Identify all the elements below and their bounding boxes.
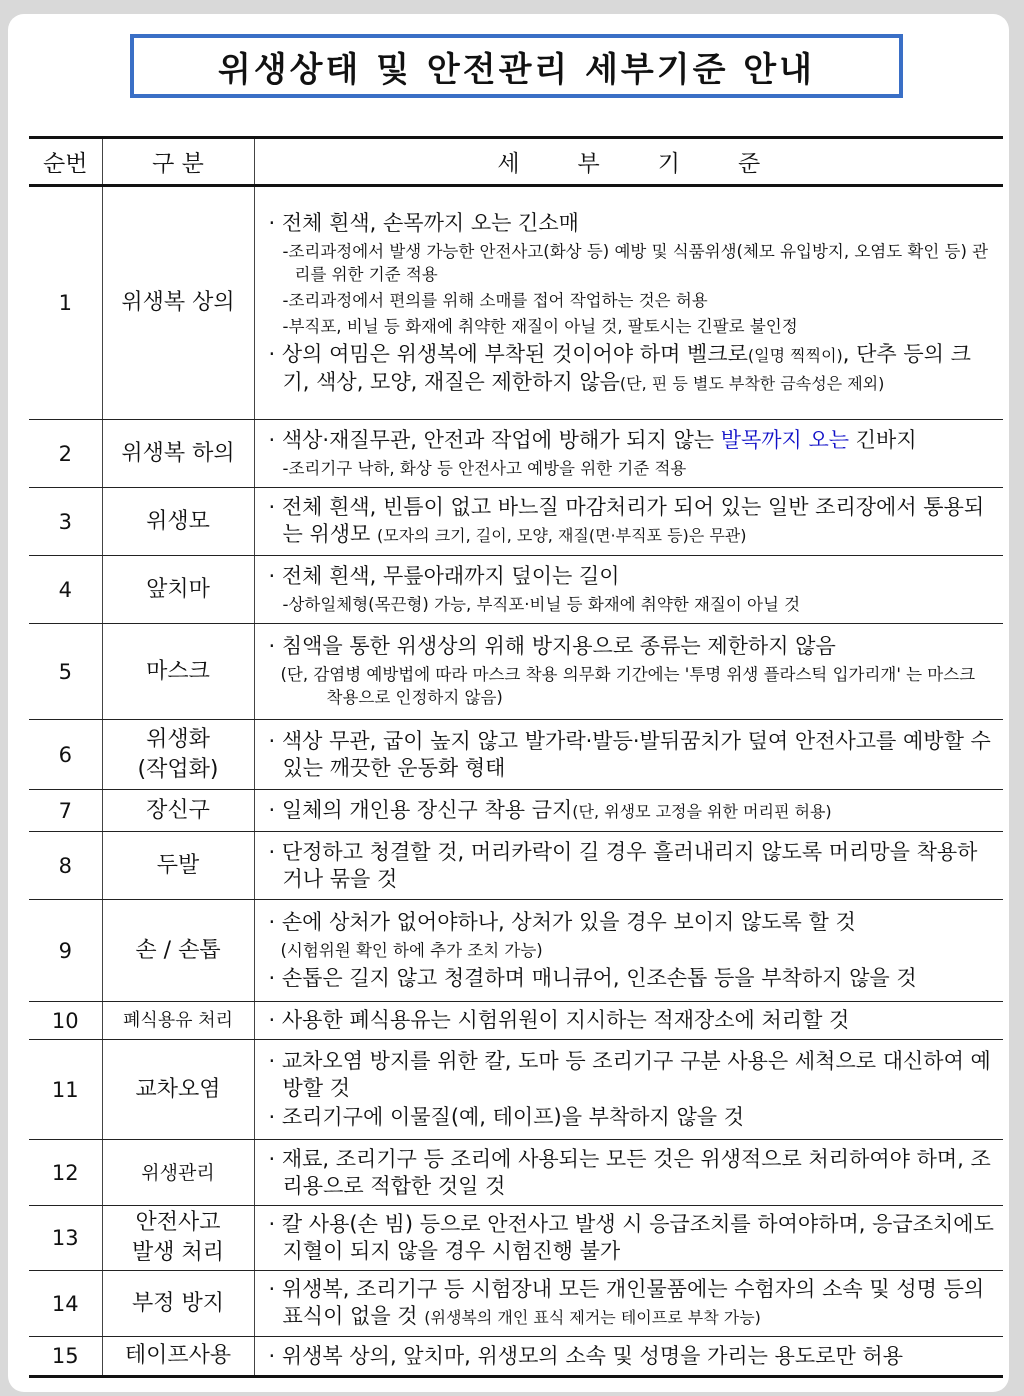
- row-detail: [254, 1206, 1003, 1271]
- detail-bullet: · 손톱은 길지 않고 청결하며 매니큐어, 인조손톱 등을 부착하지 않을 것: [268, 966, 917, 990]
- detail-text: · 위생복, 조리기구 등 시험장내 모든 개인물품에는 수험자의 소속 및 성명 등의 표식이 없을 것: [268, 1277, 985, 1328]
- detail-sub: -부직포, 비닐 등 화재에 취약한 재질이 아닐 것, 팔토시는 긴팔로 불인정: [282, 316, 798, 336]
- row-num: 8: [29, 832, 102, 900]
- table-row: [29, 1002, 1003, 1040]
- table-row: [29, 1040, 1003, 1140]
- detail-bullet: · 전체 흰색, 무릎아래까지 덮이는 길이: [268, 563, 620, 588]
- detail-paren: (단, 감염병 예방법에 따라 마스크 착용 의무화 기간에는 '투명 위생 플라스틱 입가리개' 는 마스크 착용으로 인정하지 않음): [280, 665, 976, 707]
- row-detail: [254, 720, 1003, 790]
- row-num: 14: [29, 1271, 102, 1337]
- row-num: 9: [29, 900, 102, 1002]
- detail-note: (단, 위생모 고정을 위한 머리핀 허용): [572, 801, 832, 821]
- table-row: [29, 720, 1003, 790]
- table-row: [29, 790, 1003, 832]
- row-detail: [254, 1271, 1003, 1337]
- header-num: 순번: [29, 138, 102, 186]
- row-num: 7: [29, 790, 102, 832]
- row-num: 10: [29, 1002, 102, 1040]
- table-row: [29, 186, 1003, 420]
- row-detail: [254, 1040, 1003, 1140]
- row-num: 2: [29, 420, 102, 488]
- row-category: 폐식용유 처리: [102, 1002, 254, 1040]
- row-category: 앞치마: [102, 556, 254, 624]
- row-category: 위생복 하의: [102, 420, 254, 488]
- table-row: [29, 488, 1003, 556]
- detail-bullet: · 조리기구에 이물질(예, 테이프)을 부착하지 않을 것: [268, 1105, 745, 1129]
- detail-bullet: [269, 341, 996, 397]
- table-row: [29, 1337, 1003, 1377]
- table-row: [29, 1140, 1003, 1206]
- row-num: 1: [29, 186, 102, 420]
- table-row: [29, 556, 1003, 624]
- row-num: 15: [29, 1337, 102, 1377]
- table-row: [29, 420, 1003, 488]
- detail-bullet: [269, 427, 996, 454]
- row-detail: [254, 624, 1003, 720]
- detail-note: (단, 핀 등 별도 부착한 금속성은 제외): [619, 373, 885, 393]
- row-detail: [254, 420, 1003, 488]
- row-detail: [254, 1002, 1003, 1040]
- detail-bullet: · 재료, 조리기구 등 조리에 사용되는 모든 것은 위생적으로 처리하여야 하며, 조리용으로 적합한 것일 것: [268, 1146, 991, 1198]
- row-detail: [254, 1337, 1003, 1377]
- row-num: 4: [29, 556, 102, 624]
- detail-bullet: · 색상 무관, 굽이 높지 않고 발가락·발등·발뒤꿈치가 덮여 안전사고를 예방할 수 있는 깨끗한 운동화 형태: [268, 728, 991, 780]
- detail-sub: -조리기구 낙하, 화상 등 안전사고 예방을 위한 기준 적용: [282, 458, 687, 478]
- detail-text: · 전체 흰색, 빈틈이 없고 바느질 마감처리가 되어 있는 일반 조리장에서 통용되는 위생모: [268, 495, 985, 546]
- detail-text: · 일체의 개인용 장신구 착용 금지: [268, 797, 573, 822]
- detail-bullet: [269, 494, 996, 549]
- row-detail: [254, 556, 1003, 624]
- detail-sub: -조리과정에서 발생 가능한 안전사고(화상 등) 예방 및 식품위생(체모 유입방지, 오염도 확인 등) 관리를 위한 기준 적용: [282, 241, 989, 284]
- row-category: 장신구: [102, 790, 254, 832]
- row-detail: [254, 488, 1003, 556]
- row-detail: [254, 186, 1003, 420]
- row-category: 위생화 (작업화): [102, 720, 254, 790]
- detail-bullet: · 칼 사용(손 빔) 등으로 안전사고 발생 시 응급조치를 하여야하며, 응급조치에도 지혈이 되지 않을 경우 시험진행 불가: [268, 1212, 994, 1263]
- row-category: 위생관리: [102, 1140, 254, 1206]
- detail-bullet: · 전체 흰색, 손목까지 오는 긴소매: [268, 210, 579, 235]
- row-num: 5: [29, 624, 102, 720]
- row-num: 3: [29, 488, 102, 556]
- row-category: 손 / 손톱: [102, 900, 254, 1002]
- detail-sub: -조리과정에서 편의를 위해 소매를 접어 작업하는 것은 허용: [282, 290, 708, 310]
- table-row: [29, 1271, 1003, 1337]
- row-category: 부정 방지: [102, 1271, 254, 1337]
- detail-bullet: · 침액을 통한 위생상의 위해 방지용으로 종류는 제한하지 않음: [268, 634, 836, 658]
- detail-highlight: 발목까지 오는: [720, 427, 850, 452]
- detail-note: (모자의 크기, 길이, 모양, 재질(면·부직포 등)은 무관): [377, 526, 747, 545]
- row-num: 13: [29, 1206, 102, 1271]
- row-category: 테이프사용: [102, 1337, 254, 1377]
- table-row: [29, 900, 1003, 1002]
- detail-text: · 상의 여밈은 위생복에 부착된 것이어야 하며 벨크로: [268, 341, 748, 366]
- detail-text: 긴바지: [849, 427, 917, 452]
- standards-table: [29, 136, 1003, 1378]
- detail-sub: -상하일체형(목끈형) 가능, 부직포·비닐 등 화재에 취약한 재질이 아닐 것: [282, 594, 801, 614]
- row-detail: [254, 790, 1003, 832]
- header-category: 구 분: [102, 138, 254, 186]
- row-detail: [254, 1140, 1003, 1206]
- detail-bullet: · 위생복 상의, 앞치마, 위생모의 소속 및 성명을 가리는 용도로만 허용: [268, 1343, 903, 1368]
- row-num: 11: [29, 1040, 102, 1140]
- detail-bullet: [269, 1276, 996, 1331]
- row-detail: [254, 832, 1003, 900]
- detail-bullet: · 단정하고 청결할 것, 머리카락이 길 경우 흘러내리지 않도록 머리망을 착용하거나 묶을 것: [268, 839, 978, 891]
- row-detail: [254, 900, 1003, 1002]
- row-category: 교차오염: [102, 1040, 254, 1140]
- row-category: 위생모: [102, 488, 254, 556]
- detail-text: , 단추 등의 크기, 색상, 모양, 재질은 제한하지 않음: [282, 341, 971, 394]
- row-num: 12: [29, 1140, 102, 1206]
- header-detail: 세부기준: [254, 138, 1003, 186]
- table-row: [29, 624, 1003, 720]
- detail-bullet: · 사용한 폐식용유는 시험위원이 지시하는 적재장소에 처리할 것: [268, 1008, 850, 1032]
- detail-bullet: [269, 797, 996, 825]
- detail-text: · 색상·재질무관, 안전과 작업에 방해가 되지 않는: [268, 427, 721, 452]
- table-row: [29, 1206, 1003, 1271]
- detail-bullet: · 손에 상처가 없어야하나, 상처가 있을 경우 보이지 않도록 할 것: [268, 910, 856, 934]
- detail-note: (위생복의 개인 표식 제거는 테이프로 부착 가능): [424, 1308, 761, 1327]
- row-category: 마스크: [102, 624, 254, 720]
- table-header-row: [29, 138, 1003, 186]
- row-category: 안전사고 발생 처리: [102, 1206, 254, 1271]
- detail-note: (일명 찍찍이): [747, 345, 843, 365]
- document-page: [8, 14, 1009, 1392]
- table-row: [29, 832, 1003, 900]
- row-num: 6: [29, 720, 102, 790]
- page-title: 위생상태 및 안전관리 세부기준 안내: [130, 34, 903, 98]
- detail-paren: (시험위원 확인 하에 추가 조치 가능): [280, 941, 543, 960]
- row-category: 두발: [102, 832, 254, 900]
- detail-bullet: · 교차오염 방지를 위한 칼, 도마 등 조리기구 구분 사용은 세척으로 대신하여 예방할 것: [268, 1049, 991, 1100]
- row-category: 위생복 상의: [102, 186, 254, 420]
